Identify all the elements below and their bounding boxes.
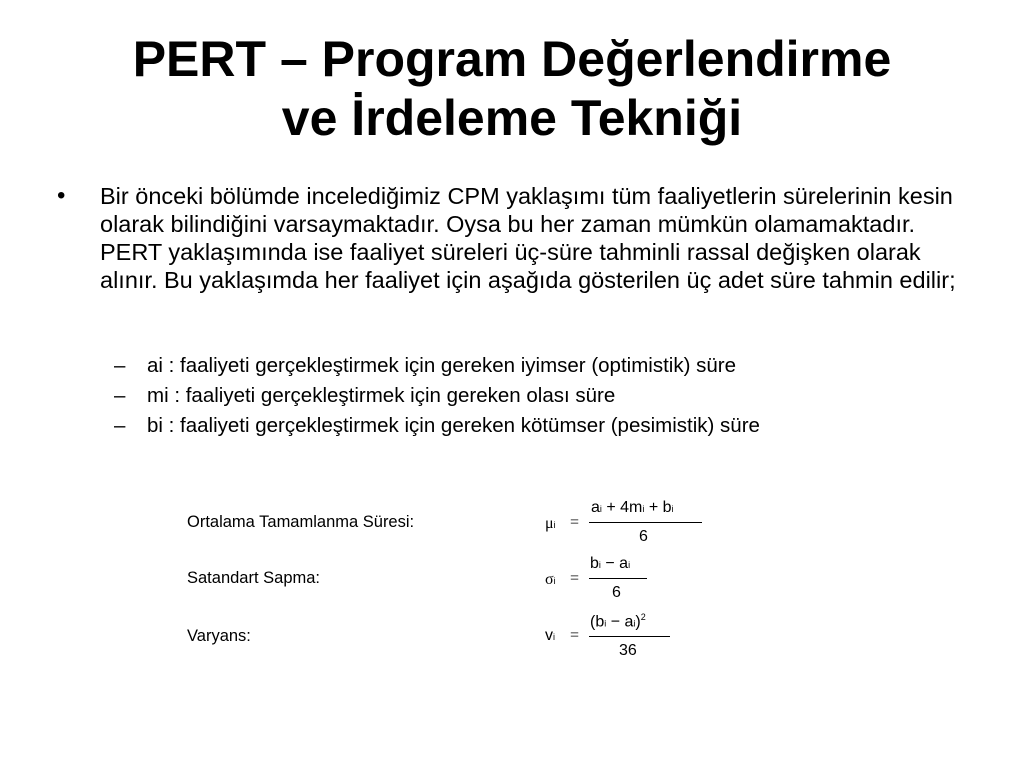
fraction-bar	[589, 578, 647, 579]
dash-marker: –	[114, 384, 126, 407]
sub-bullet-list	[114, 351, 987, 441]
sub-bullet-most-likely	[114, 381, 987, 411]
std-numerator: bi − ai	[590, 555, 631, 572]
dash-marker: –	[114, 414, 126, 437]
variance-denominator: 36	[619, 642, 637, 659]
v-symbol: vi	[545, 627, 555, 644]
sub-bullet-text: ai : faaliyeti gerçekleştirmek için gereken iyimser (optimistik) süre	[147, 354, 736, 377]
sub-bullet-pessimistic	[114, 411, 987, 441]
title-line-2: ve İrdeleme Tekniği	[281, 90, 743, 146]
equals-sign: =	[570, 514, 580, 531]
mu-symbol: μi	[545, 515, 556, 532]
sigma-symbol: σi	[545, 571, 556, 588]
equals-sign: =	[570, 570, 580, 587]
dash-marker: –	[114, 354, 126, 377]
equals-sign: =	[570, 627, 580, 644]
std-denominator: 6	[612, 584, 621, 601]
mean-label: Ortalama Tamamlanma Süresi:	[187, 513, 415, 531]
std-label: Satandart Sapma:	[187, 569, 320, 587]
variance-numerator: (bi − ai)$^2$	[590, 612, 646, 631]
sub-bullet-text: mi : faaliyeti gerçekleştirmek için gereken olası süre	[147, 384, 616, 407]
main-bullet	[57, 182, 970, 294]
bullet-marker: •	[57, 182, 66, 209]
sub-bullet-text: bi : faaliyeti gerçekleştirmek için gereken kötümser (pesimistik) süre	[147, 414, 760, 437]
bullet-text: Bir önceki bölümde incelediğimiz CPM yaklaşımı tüm faaliyetlerin sürelerinin kesin olarak bilindiğini varsaymaktadır. Oysa bu her zaman mümkün olamamaktadır. PERT yaklaşımında ise faaliyet süreleri üç-süre tahminli rassal değişken olarak alınır. Bu yaklaşımda her faaliyet için aşağıda gösterilen üç adet süre tahmin edilir;	[100, 183, 956, 293]
fraction-bar	[589, 636, 670, 637]
slide-title	[0, 30, 1024, 148]
variance-label: Varyans:	[187, 627, 251, 645]
mean-denominator: 6	[639, 528, 648, 545]
mean-numerator: ai + 4mi + bi	[591, 499, 674, 516]
sub-bullet-optimistic	[114, 351, 987, 381]
fraction-bar	[589, 522, 702, 523]
title-line-1: PERT – Program Değerlendirme	[132, 31, 892, 87]
